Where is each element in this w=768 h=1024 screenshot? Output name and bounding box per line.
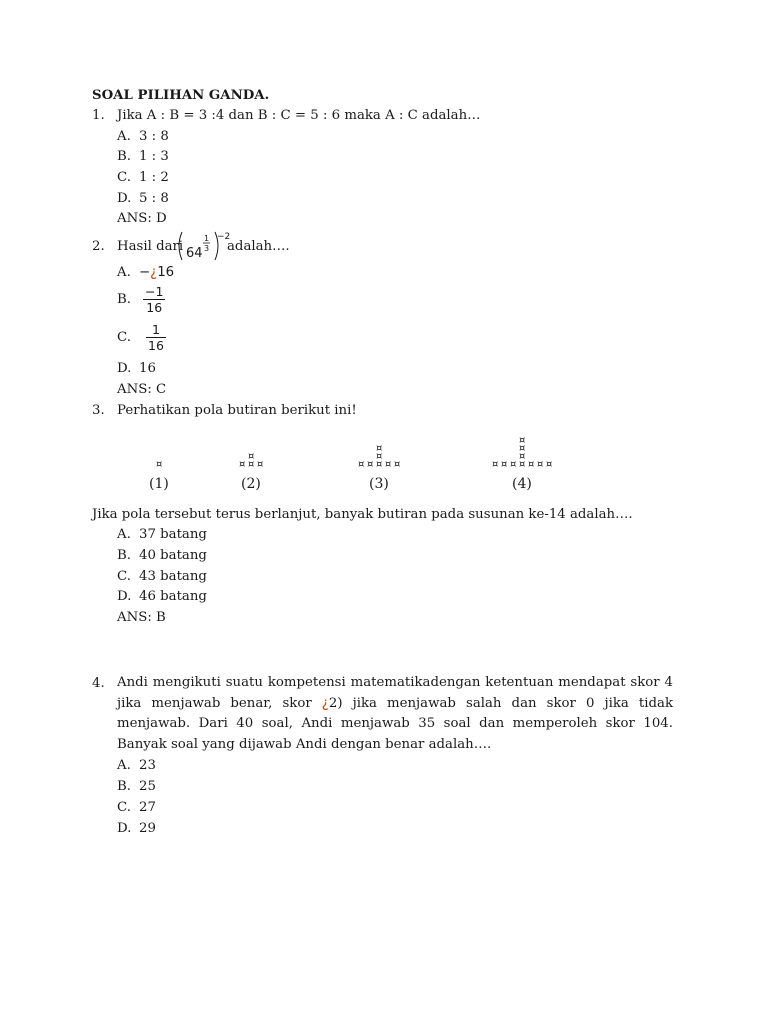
q3-number: 3.	[92, 403, 105, 418]
fraction-denominator: 16	[148, 338, 164, 353]
option-text: 43 batang	[139, 569, 207, 584]
bead-icon: ¤	[248, 459, 255, 470]
option-text: 37 batang	[139, 527, 207, 542]
bead-icon: ¤	[376, 459, 383, 470]
q3-option-c	[117, 567, 207, 587]
q2-exp-den: 3	[204, 244, 210, 253]
q2-base: 64	[186, 246, 203, 261]
bead-icon: ¤	[501, 459, 508, 470]
bead-icon: ¤	[257, 459, 264, 470]
q2-prefix: Hasil dari	[117, 239, 184, 254]
bead-icon: ¤	[492, 459, 499, 470]
q3-continuation: Jika pola tersebut terus berlanjut, banyak butiran pada susunan ke-14 adalah….	[92, 507, 633, 522]
q4-number: 4.	[92, 676, 105, 691]
option-letter: C.	[117, 800, 131, 815]
q4-text-part1: Andi mengikuti suatu kompetensi matematikadengan ketentuan mendapat skor 4 jika menjawab benar, skor	[117, 675, 673, 711]
q4-option-a	[117, 756, 156, 776]
q3-text: Perhatikan pola butiran berikut ini!	[117, 403, 357, 418]
q4-option-d	[117, 819, 156, 839]
q1-text: Jika A : B = 3 :4 dan B : C = 5 : 6 maka A : C adalah…	[117, 108, 481, 123]
q1-option-c	[117, 168, 169, 188]
q3-option-a	[117, 525, 207, 545]
bead-icon: ¤	[376, 451, 383, 462]
pattern-label: (2)	[241, 476, 261, 492]
option-letter: B.	[117, 548, 131, 563]
bead-icon: ¤	[519, 435, 526, 446]
option-text: 1 : 2	[139, 170, 169, 185]
bead-icon: ¤	[385, 459, 392, 470]
bead-icon: ¤	[528, 459, 535, 470]
bead-icon: ¤	[519, 443, 526, 454]
fraction-numerator: −1	[145, 284, 164, 299]
q1-option-a	[117, 127, 169, 147]
option-letter: D.	[117, 191, 132, 206]
q2-option-d	[117, 359, 156, 379]
q2-outer-exp: −2	[217, 232, 231, 242]
bead-icon: ¤	[519, 459, 526, 470]
bead-icon: ¤	[394, 459, 401, 470]
option-text: 16	[139, 361, 156, 376]
q2-option-c	[117, 322, 166, 353]
option-inverted-question-glyph: ¿	[150, 265, 158, 280]
q4-inverted-question-glyph: ¿	[321, 695, 329, 711]
option-fraction	[143, 284, 165, 315]
fraction-numerator: 1	[146, 322, 166, 338]
q4-option-c	[117, 798, 156, 818]
q2-option-a	[117, 263, 174, 283]
option-letter: D.	[117, 589, 132, 604]
bead-pattern-figure	[140, 430, 590, 500]
option-value: 16	[157, 265, 175, 280]
q1-answer: ANS: D	[117, 211, 167, 226]
option-letter: B.	[117, 149, 131, 164]
option-minus: −	[139, 265, 151, 280]
bead-icon: ¤	[248, 451, 255, 462]
fraction-denominator: 16	[146, 300, 163, 315]
option-text: 23	[139, 758, 156, 773]
option-letter: D.	[117, 821, 132, 836]
option-text: 3 : 8	[139, 129, 169, 144]
q2-exp-num: 1	[204, 234, 210, 243]
q3-answer: ANS: B	[117, 610, 166, 625]
bead-icon: ¤	[239, 459, 246, 470]
q3-option-b	[117, 546, 207, 566]
option-letter: A.	[117, 527, 131, 542]
option-letter: C.	[117, 329, 131, 345]
left-paren-icon	[179, 232, 182, 260]
bead-icon: ¤	[519, 451, 526, 462]
q2-expression	[176, 228, 231, 264]
option-letter: B.	[117, 291, 131, 307]
bead-icon: ¤	[376, 443, 383, 454]
page-title: SOAL PILIHAN GANDA.	[92, 88, 270, 103]
bead-icon: ¤	[510, 459, 517, 470]
bead-icon: ¤	[546, 459, 553, 470]
option-letter: A.	[117, 129, 131, 144]
q1-number: 1.	[92, 108, 105, 123]
option-text: 29	[139, 821, 156, 836]
option-fraction	[146, 322, 166, 353]
q2-answer: ANS: C	[117, 382, 167, 397]
option-text: 1 : 3	[139, 149, 169, 164]
option-letter: C.	[117, 170, 131, 185]
q2-suffix: adalah….	[227, 239, 290, 254]
q4-option-b	[117, 777, 156, 797]
option-text: 40 batang	[139, 548, 207, 563]
bead-icon: ¤	[537, 459, 544, 470]
q3-option-d	[117, 587, 207, 607]
option-letter: A.	[117, 265, 131, 280]
option-letter: C.	[117, 569, 131, 584]
option-text: 27	[139, 800, 156, 815]
bead-icon: ¤	[358, 459, 365, 470]
q4-text-part2: 2) jika menjawab salah dan skor 0 jika tidak menjawab. Dari 40 soal, Andi menjawab 35 soal dan memperoleh skor 104. Banyak soal yang dijawab Andi dengan benar adalah….	[117, 695, 673, 753]
q2-number: 2.	[92, 239, 105, 254]
option-letter: B.	[117, 779, 131, 794]
pattern-label: (1)	[149, 476, 169, 492]
pattern-label: (4)	[512, 476, 532, 492]
option-letter: D.	[117, 361, 132, 376]
option-letter: A.	[117, 758, 131, 773]
q1-option-d	[117, 189, 169, 209]
bead-icon: ¤	[367, 459, 374, 470]
option-text: 5 : 8	[139, 191, 169, 206]
pattern-label: (3)	[369, 476, 389, 492]
q1-option-b	[117, 147, 169, 167]
q4-text	[117, 673, 673, 756]
q2-option-b	[117, 284, 165, 315]
option-text: 25	[139, 779, 156, 794]
option-text: 46 batang	[139, 589, 207, 604]
bead-icon: ¤	[156, 459, 163, 470]
